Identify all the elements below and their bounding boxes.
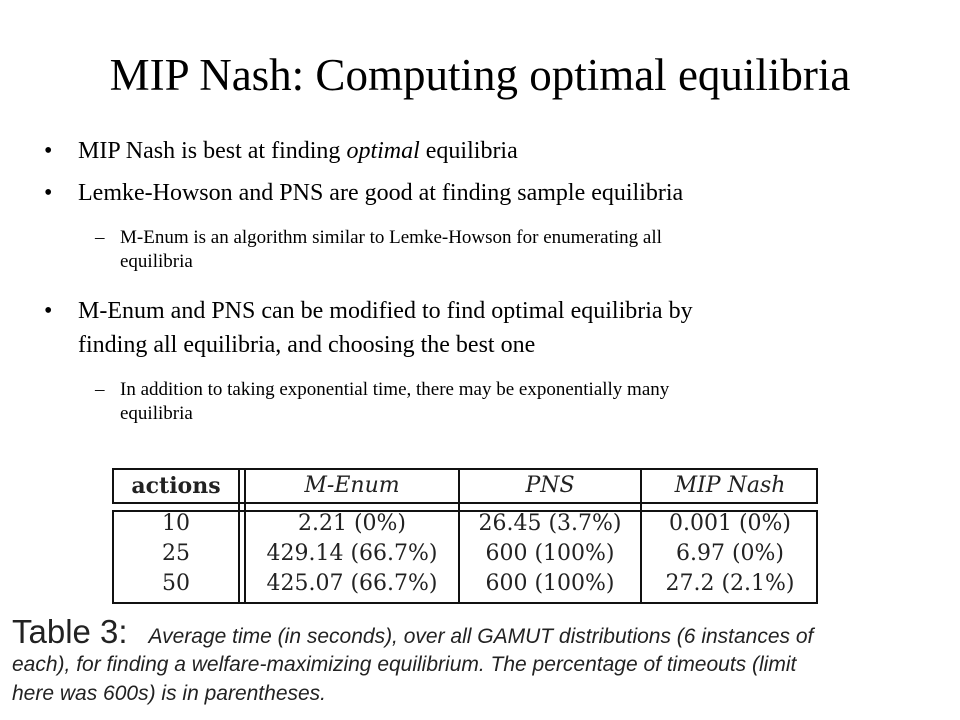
table-cell: 0.001 (0%) (668, 511, 792, 536)
bullet-text: Lemke-Howson and PNS are good at finding sample equilibria (78, 180, 684, 206)
table-cell: 600 (100%) (485, 541, 615, 566)
subbullet-m-enum (95, 226, 662, 274)
table-cell: 6.97 (0%) (675, 541, 785, 566)
bullet-sample-equilibria (44, 176, 684, 210)
bullet-optimal-equilibria (44, 134, 518, 168)
caption-text-line: Average time (in seconds), over all GAMUT distributions (6 instances of (148, 625, 814, 648)
bullet-marker: • (44, 180, 53, 206)
bullet-text: equilibria (419, 138, 518, 164)
table-header-actions: actions (131, 473, 221, 499)
table-header-mip-nash: MIP Nash (674, 473, 786, 498)
table-cell: 425.07 (66.7%) (266, 571, 438, 596)
table-cell: 27.2 (2.1%) (665, 571, 795, 596)
bullet-marker: • (44, 298, 53, 324)
table-cell: 25 (162, 541, 190, 566)
bullet-marker: • (44, 138, 53, 164)
table-cell: 26.45 (3.7%) (478, 511, 622, 536)
table-caption (12, 612, 952, 708)
bullet-modify-algorithms (44, 294, 693, 362)
bullet-emphasis: optimal (346, 138, 420, 164)
subbullet-exponential (95, 378, 670, 426)
table-cell: 50 (162, 571, 190, 596)
results-table (112, 468, 818, 604)
caption-text-line: here was 600s) is in parentheses. (12, 682, 327, 705)
bullet-text-line: M-Enum and PNS can be modified to find optimal equilibria by (78, 298, 693, 324)
table-cell: 429.14 (66.7%) (266, 541, 438, 566)
subbullet-text-line: In addition to taking exponential time, there may be exponentially many (120, 379, 670, 400)
caption-text-line: each), for finding a welfare-maximizing equilibrium. The percentage of timeouts (limit (12, 653, 797, 676)
table-cell: 600 (100%) (485, 571, 615, 596)
table-cell: 2.21 (0%) (297, 511, 407, 536)
table-header-pns: PNS (525, 473, 575, 498)
bullet-text: MIP Nash is best at finding (78, 138, 347, 164)
bullet-text-line: finding all equilibria, and choosing the best one (78, 332, 536, 358)
caption-label: Table 3: (12, 613, 128, 650)
subbullet-text-line: equilibria (120, 403, 193, 424)
table-header-m-enum: M-Enum (304, 473, 400, 498)
table-cell: 10 (162, 511, 190, 536)
subbullet-text-line: M-Enum is an algorithm similar to Lemke-Howson for enumerating all (120, 227, 662, 248)
slide-title: MIP Nash: Computing optimal equilibria (109, 50, 851, 100)
dash-marker: – (95, 379, 105, 400)
subbullet-text-line: equilibria (120, 251, 193, 272)
dash-marker: – (95, 227, 105, 248)
